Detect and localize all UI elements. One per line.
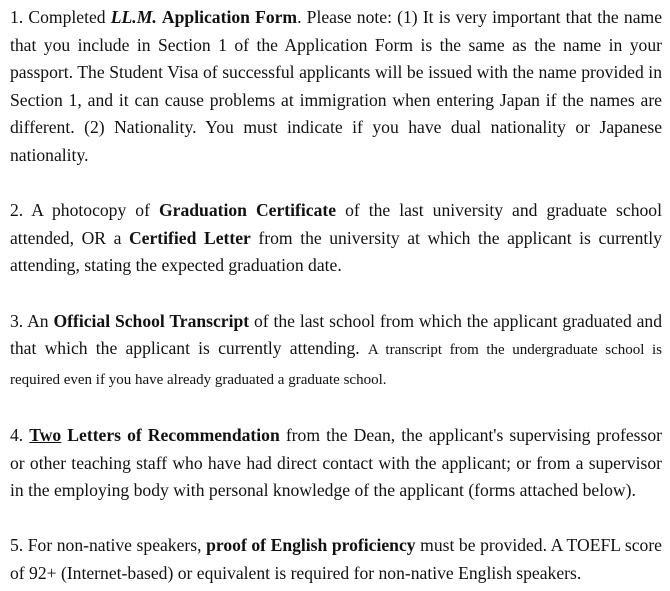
item-body-text: of the last university and graduate school attended, OR a <box>10 200 662 248</box>
item-number: 1. <box>10 7 24 27</box>
degree-name: LL.M. <box>110 7 157 27</box>
requirement-item-2 <box>10 197 662 280</box>
item-body-text: of the last school from which the applicant graduated and that which the applicant is currently attending. <box>10 310 662 359</box>
document-name: proof of English proficiency <box>206 535 416 556</box>
requirement-item-4 <box>10 422 662 505</box>
document-name: Graduation Certificate <box>158 200 337 221</box>
item-lead-text: Completed <box>28 7 106 27</box>
item-number: 5. <box>10 535 24 556</box>
document-name: Official School Transcript <box>53 310 250 331</box>
item-lead-text: An <box>27 310 49 331</box>
requirements-document <box>10 4 662 587</box>
item-tail-text: from the university at which the applicant is currently attending, stating the expected graduation date. <box>10 227 662 276</box>
requirement-item-3 <box>10 308 662 395</box>
item-lead-text: For non-native speakers, <box>27 535 202 556</box>
item-note-text: A transcript from the undergraduate school is required even if you have already graduated a graduate school. <box>10 342 662 388</box>
document-name: Letters of Recommendation <box>67 424 280 445</box>
count-emphasis: Two <box>29 424 62 445</box>
item-number: 4. <box>10 424 24 445</box>
item-body-text: . Please note: (1) It is very important that the name that you include in Section 1 of the Application Form is the same as the name in your passport. The Student Visa of successful applicants will be issued with the name provided in Section 1, and it can cause problems at immigration when entering Japan if the names are different. (2) Nationality. You must indicate if you have dual nationality or Japanese nationality. <box>10 7 663 165</box>
document-name: Application Form <box>161 7 298 27</box>
requirement-item-1 <box>10 4 662 170</box>
item-number: 2. <box>10 200 24 221</box>
document-name-alt: Certified Letter <box>128 227 251 248</box>
item-lead-text: A photocopy of <box>31 200 150 221</box>
requirement-item-5 <box>10 532 662 587</box>
item-body-text: must be provided. A TOEFL score of 92+ (Internet-based) or equivalent is required for non-native English speakers. <box>10 535 662 583</box>
item-body-text: from the Dean, the applicant's supervising professor or other teaching staff who have had direct contact with the applicant; or from a supervisor in the employing body with personal knowledge of the applicant (forms attached below). <box>10 424 663 501</box>
item-number: 3. <box>10 310 24 331</box>
